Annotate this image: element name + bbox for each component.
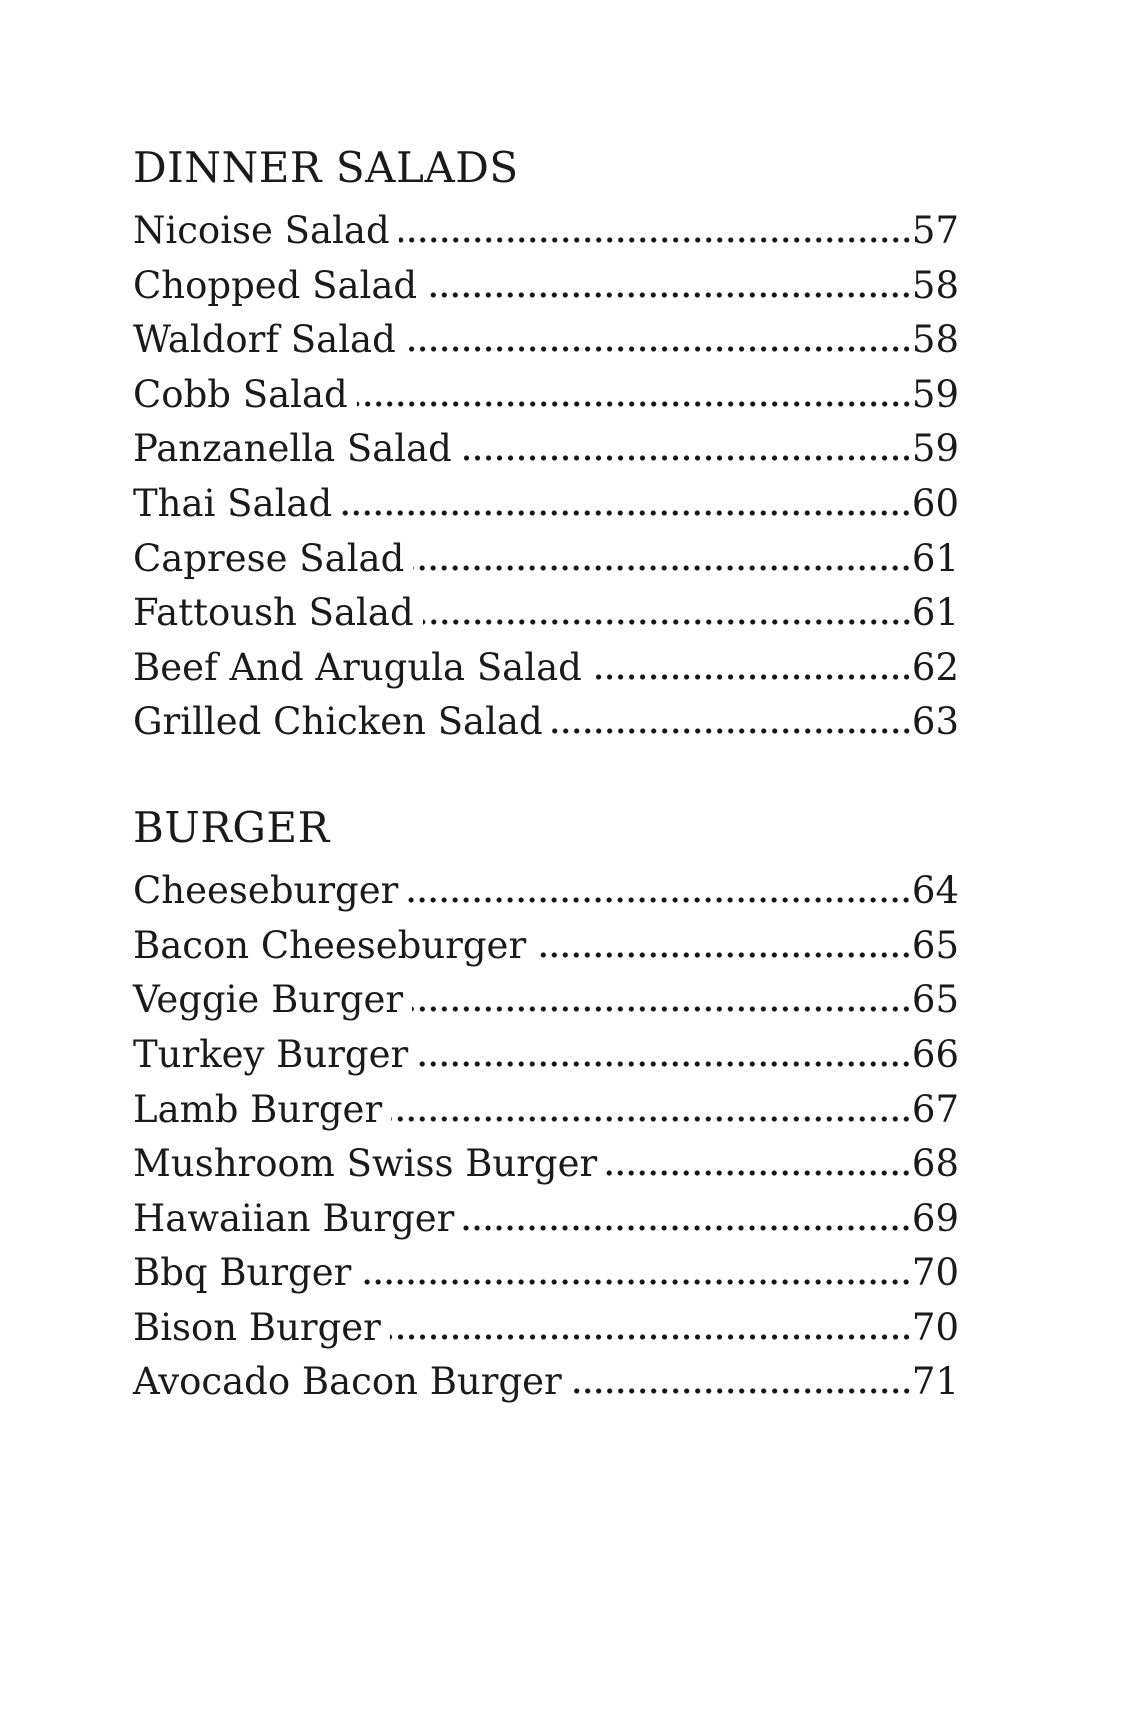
- entry-title: Cobb Salad: [133, 372, 348, 416]
- toc-entry: [133, 532, 959, 587]
- toc-entry: [133, 1301, 959, 1356]
- entry-page: 58: [911, 318, 959, 362]
- toc-entry: [133, 204, 959, 259]
- section-title: DINNER SALADS: [133, 143, 519, 192]
- toc-entry: [133, 1355, 959, 1410]
- entry-page: 61: [911, 591, 959, 635]
- dot-leader: [357, 401, 912, 407]
- toc-content: [133, 143, 959, 1410]
- dot-leader: [405, 346, 912, 352]
- dot-leader: [552, 728, 912, 734]
- dot-leader: [423, 619, 912, 625]
- entry-title: Lamb Burger: [133, 1087, 383, 1131]
- toc-entry: [133, 477, 959, 532]
- entry-title: Thai Salad: [133, 482, 333, 526]
- dot-leader: [412, 1006, 912, 1012]
- entry-title: Avocado Bacon Burger: [133, 1360, 562, 1404]
- dot-leader: [413, 565, 912, 571]
- entry-page: 58: [911, 263, 959, 307]
- entry-title: Hawaiian Burger: [133, 1196, 455, 1240]
- dot-leader: [391, 1116, 912, 1122]
- entry-title: Fattoush Salad: [133, 591, 414, 635]
- entry-page: 57: [911, 209, 959, 253]
- entry-title: Bbq Burger: [133, 1251, 352, 1295]
- entry-title: Waldorf Salad: [133, 318, 396, 362]
- dot-leader: [591, 674, 912, 680]
- toc-entry: [133, 313, 959, 368]
- dot-leader: [606, 1170, 912, 1176]
- toc-entry: [133, 368, 959, 423]
- entry-title: Bacon Cheeseburger: [133, 923, 527, 967]
- entry-page: 63: [911, 700, 959, 744]
- entry-page: 70: [911, 1251, 959, 1295]
- dot-leader: [417, 1061, 912, 1067]
- toc-entry: [133, 259, 959, 314]
- dot-leader: [360, 1279, 912, 1285]
- toc-entry: [133, 641, 959, 696]
- entry-page: 65: [911, 978, 959, 1022]
- dot-leader: [399, 237, 912, 243]
- toc-entry: [133, 864, 959, 919]
- toc-entry: [133, 1137, 959, 1192]
- entry-title: Mushroom Swiss Burger: [133, 1142, 598, 1186]
- entry-title: Grilled Chicken Salad: [133, 700, 543, 744]
- entry-page: 59: [911, 427, 959, 471]
- toc-entry: [133, 422, 959, 477]
- entry-title: Beef And Arugula Salad: [133, 645, 582, 689]
- entry-title: Nicoise Salad: [133, 209, 390, 253]
- toc-entry: [133, 695, 959, 750]
- entry-page: 70: [911, 1305, 959, 1349]
- entry-page: 62: [911, 645, 959, 689]
- section-burger: [133, 803, 959, 1410]
- toc-entry: [133, 1083, 959, 1138]
- entry-page: 61: [911, 536, 959, 580]
- toc-entry: [133, 586, 959, 641]
- dot-leader: [461, 455, 912, 461]
- entry-title: Veggie Burger: [133, 978, 404, 1022]
- entry-title: Caprese Salad: [133, 536, 405, 580]
- entry-page: 60: [911, 482, 959, 526]
- entry-title: Chopped Salad: [133, 263, 418, 307]
- entry-page: 64: [911, 869, 959, 913]
- dot-leader: [341, 510, 912, 516]
- dot-leader: [535, 952, 912, 958]
- entry-page: 71: [911, 1360, 959, 1404]
- entry-title: Panzanella Salad: [133, 427, 452, 471]
- entry-page: 67: [911, 1087, 959, 1131]
- toc-entry: [133, 1192, 959, 1247]
- toc-entry: [133, 1028, 959, 1083]
- toc-entry: [133, 1246, 959, 1301]
- dot-leader: [390, 1334, 912, 1340]
- section-dinner-salads: [133, 143, 959, 750]
- entry-title: Bison Burger: [133, 1305, 381, 1349]
- entry-title: Cheeseburger: [133, 869, 399, 913]
- dot-leader: [571, 1388, 912, 1394]
- entry-page: 65: [911, 923, 959, 967]
- entry-title: Turkey Burger: [133, 1032, 409, 1076]
- entry-page: 69: [911, 1196, 959, 1240]
- toc-entry: [133, 919, 959, 974]
- entry-page: 59: [911, 372, 959, 416]
- dot-leader: [426, 292, 912, 298]
- dot-leader: [407, 897, 912, 903]
- entry-page: 66: [911, 1032, 959, 1076]
- entry-page: 68: [911, 1142, 959, 1186]
- dot-leader: [463, 1225, 912, 1231]
- section-title: BURGER: [133, 803, 330, 853]
- toc-entry: [133, 973, 959, 1028]
